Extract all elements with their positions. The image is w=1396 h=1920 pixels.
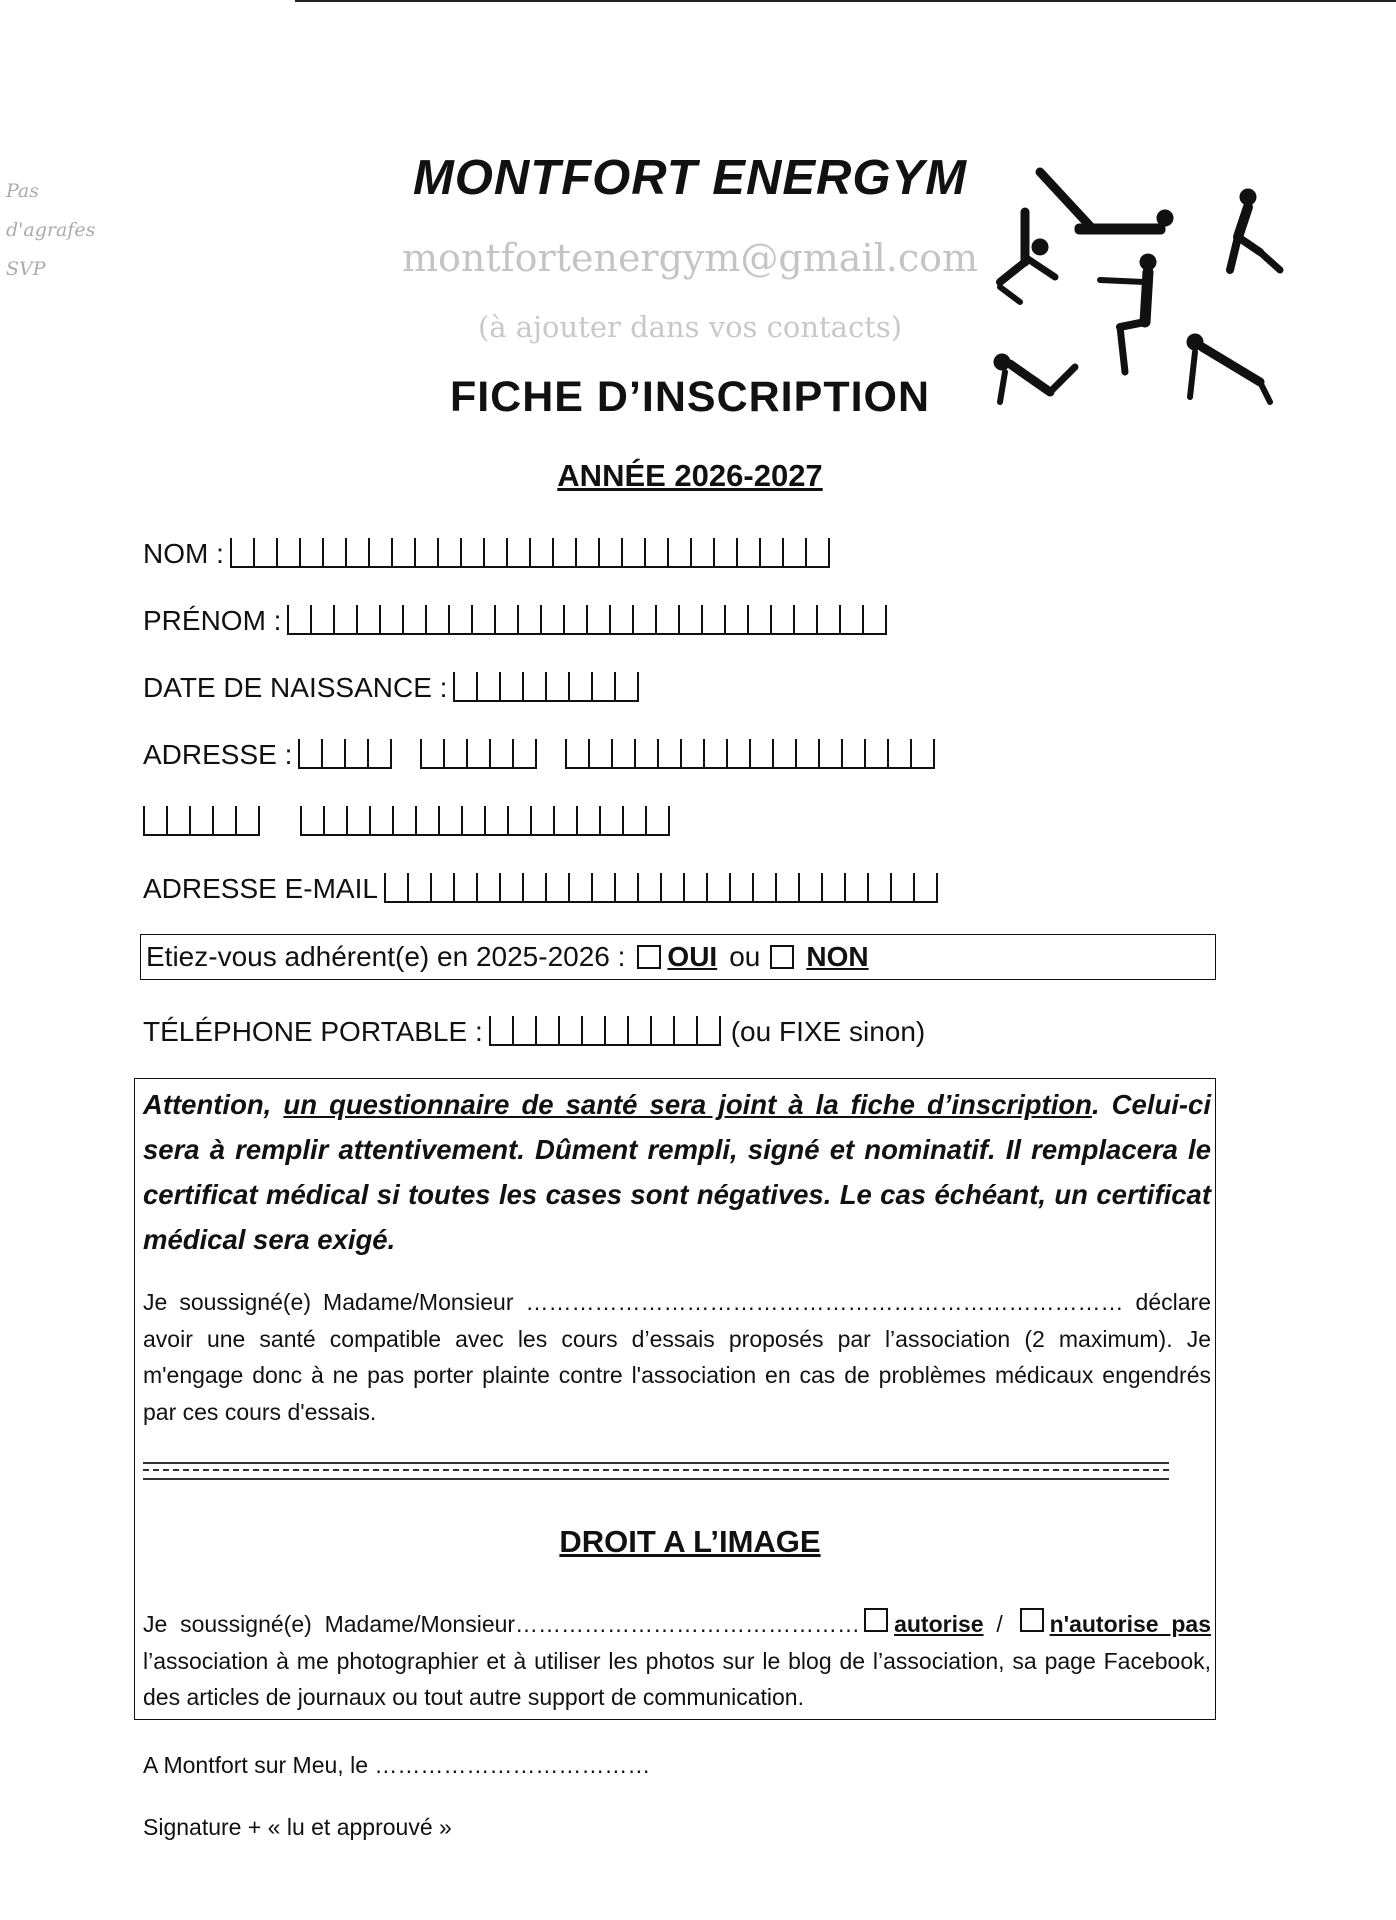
email-label: ADRESSE E-MAIL [143,873,378,904]
warning-lead: Attention, [143,1089,272,1120]
side-note [6,172,126,289]
adresse-label: ADRESSE : [143,739,293,770]
place-date: A Montfort sur Meu, le ……………………………… [143,1752,651,1778]
adherent-question: Etiez-vous adhérent(e) en 2025-2026 : [146,941,626,972]
adresse-line2[interactable] [143,798,670,838]
form-title: FICHE D’INSCRIPTION [449,373,931,421]
autorise-label: autorise [894,1611,984,1637]
email-hint: (à ajouter dans vos contacts) [477,310,903,344]
top-border-line [295,0,1396,2]
date-naissance-field[interactable] [143,664,639,704]
adresse-type-boxes[interactable] [420,735,537,769]
autorise-checkbox[interactable] [864,1608,888,1632]
side-note-line: Pas [6,180,40,202]
telephone-label: TÉLÉPHONE PORTABLE : [143,1016,483,1047]
date-naissance-label: DATE DE NAISSANCE : [143,672,448,703]
side-note-line: d'agrafes [6,219,96,241]
warning-rest: . Celui-ci sera à remplir attentivement. Dûment rempli, signé et nominatif. Il remplacera le certificat médical si toutes les cases sont négatives. Le cas échéant, un certificat médical sera exigé. [143,1089,1211,1255]
health-warning [143,1082,1211,1262]
telephone-field[interactable] [143,1012,925,1048]
health-declaration: Je soussigné(e) Madame/Monsieur …………………………………………………………………… déclare avoir une santé compatible avec les cours d’essais proposés par l’association (2 maximum). Je m'engage donc à ne pas porter plainte contre l'association en cas de problèmes médicaux engendrés par ces cours d'essais. [143,1289,1211,1425]
telephone-boxes[interactable] [489,1012,721,1046]
city-boxes[interactable] [300,802,670,836]
separator-line [143,1462,1169,1480]
nom-boxes[interactable] [230,534,830,568]
date-naissance-boxes[interactable] [453,668,639,702]
oui-label: OUI [667,941,718,972]
club-name: MONTFORT ENERGYM [412,151,968,205]
side-note-line: SVP [6,258,46,280]
postal-code-boxes[interactable] [143,802,260,836]
prenom-field[interactable] [143,597,887,637]
email-boxes[interactable] [384,869,938,903]
n-autorise-label: n'autorise pas [1049,1611,1211,1637]
signature-line: Signature + « lu et approuvé » [143,1814,452,1840]
slash-label: / [996,1611,1003,1637]
adherent-question-box [140,934,1216,980]
form-year: ANNÉE 2026-2027 [557,458,823,493]
nom-field[interactable] [143,530,830,570]
ou-label: ou [729,941,761,972]
nom-label: NOM : [143,538,224,569]
droit-image-text [143,1606,1211,1716]
droit-image-rest: l’association à me photographier et à utiliser les photos sur le blog de l’association, sa page Facebook, des articles de journaux ou tout autre support de communication. [143,1647,1211,1710]
non-label: NON [806,941,869,972]
prenom-boxes[interactable] [287,601,887,635]
warning-underlined: un questionnaire de santé sera joint à la fiche d’inscription [283,1089,1092,1120]
non-checkbox[interactable] [770,945,794,969]
email-field[interactable] [143,865,938,905]
adresse-number-boxes[interactable] [298,735,392,769]
adresse-field[interactable] [143,731,935,771]
droit-image-title: DROIT A L’IMAGE [559,1524,821,1559]
club-email: montfortenergym@gmail.com [401,236,979,280]
gym-figures-illustration [980,152,1300,432]
n-autorise-checkbox[interactable] [1020,1608,1044,1632]
prenom-label: PRÉNOM : [143,605,282,636]
telephone-note: (ou FIXE sinon) [730,1016,926,1047]
adresse-street-boxes[interactable] [565,735,935,769]
oui-checkbox[interactable] [637,945,661,969]
droit-image-lead: Je soussigné(e) Madame/Monsieur……………………………………… [143,1611,861,1637]
